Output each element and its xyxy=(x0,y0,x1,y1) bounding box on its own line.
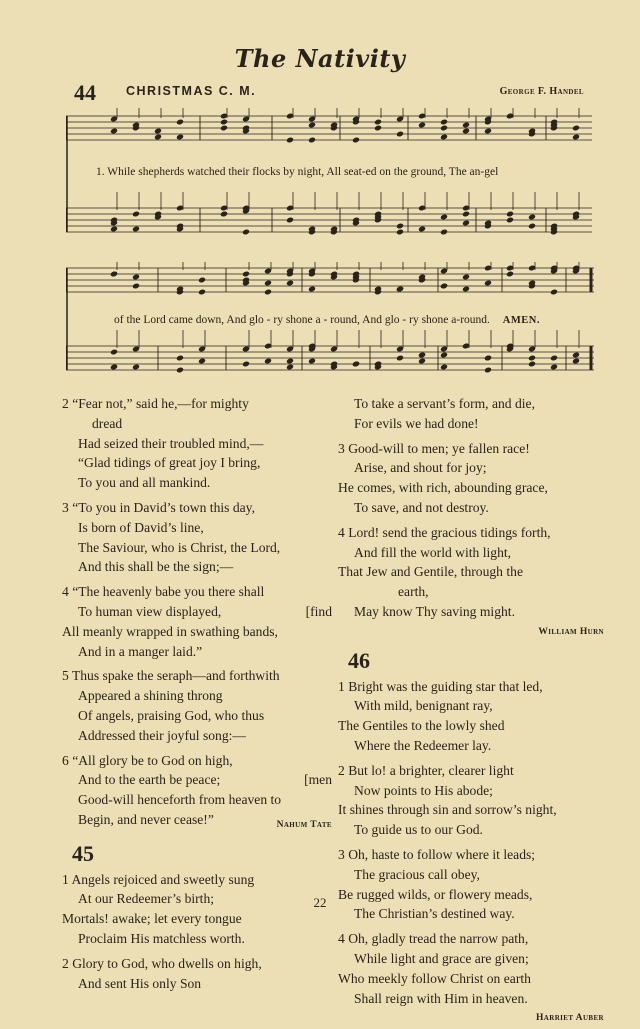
lyric-text: of the Lord came down, And glo - ry shone a - round, And glo - ry shone a-round. xyxy=(114,314,490,326)
section-title: The Nativity xyxy=(234,44,406,73)
verse-line: And in a manger laid.” xyxy=(78,643,203,659)
verse-line: Where the Redeemer lay. xyxy=(354,737,492,753)
verse-line: Proclaim His matchless worth. xyxy=(78,930,245,946)
verse-line: Had seized their troubled mind,— xyxy=(78,435,264,451)
verse-line: [men xyxy=(304,772,332,788)
verse-line: To guide us to our God. xyxy=(354,822,483,838)
verse-line: 3 Oh, haste to follow where it leads; xyxy=(338,846,536,862)
verse-line: 1 Angels rejoiced and sweetly sung xyxy=(62,871,255,887)
verse-line: 5 Thus spake the seraph—and forthwith xyxy=(62,668,280,684)
verse-line: dread xyxy=(92,415,123,431)
verse-line: 4 Oh, gladly tread the narrow path, xyxy=(338,931,529,947)
verse-line: Appeared a shining throng xyxy=(78,688,223,704)
verse-line: And fill the world with light, xyxy=(354,544,512,560)
stanza-44-5 xyxy=(62,666,332,745)
stanza-45-2-cont xyxy=(338,394,604,434)
verse-line: Now points to His abode; xyxy=(354,782,493,798)
sheet-music-staves xyxy=(66,262,596,390)
verse-line: Shall reign with Him in heaven. xyxy=(354,990,528,1006)
verse-line: And this shall be the sign;— xyxy=(78,559,234,575)
stanza-46-1 xyxy=(338,677,604,756)
verse-line: 3 “To you in David’s town this day, xyxy=(62,499,255,515)
composer: George F. Handel xyxy=(499,86,584,97)
staff xyxy=(66,108,592,143)
music-system-1 xyxy=(66,108,596,258)
staff xyxy=(66,330,594,373)
verse-line: 4 Lord! send the gracious tidings forth, xyxy=(338,524,551,540)
verse-line: 1 Bright was the guiding star that led, xyxy=(338,678,543,694)
verse-line: To save, and not destroy. xyxy=(354,499,489,515)
stanza-44-2 xyxy=(62,394,332,493)
author-hymn-46: Harriet Auber xyxy=(536,1013,604,1024)
staff xyxy=(66,192,592,235)
verse-line: To you and all mankind. xyxy=(78,475,211,491)
verse-line: The Saviour, who is Christ, the Lord, xyxy=(78,539,281,555)
verse-line: Mortals! awake; let every tongue xyxy=(62,911,242,927)
verse-line: The Christian’s destined way. xyxy=(354,906,515,922)
verse-line: For evils we had done! xyxy=(354,415,479,431)
stanza-45-2 xyxy=(62,954,332,994)
author-hymn-45: William Hurn xyxy=(538,626,604,637)
verse-line: That Jew and Gentile, through the xyxy=(338,564,523,580)
stanza-46-4 xyxy=(338,929,604,1008)
verse-line: 3 Good-will to men; ye fallen race! xyxy=(338,440,530,456)
verse-line: The gracious call obey, xyxy=(354,866,480,882)
verse-line: The Gentiles to the lowly shed xyxy=(338,718,505,734)
tune-name: CHRISTMAS C. M. xyxy=(126,84,257,98)
verse-line: With mild, benignant ray, xyxy=(354,698,493,714)
staff xyxy=(66,262,594,295)
verse-line: “Glad tidings of great joy I bring, xyxy=(78,455,261,471)
stanza-46-3 xyxy=(338,845,604,924)
page-number: 22 xyxy=(313,895,327,910)
stanza-45-3 xyxy=(338,439,604,518)
verse-line: [find xyxy=(305,603,332,619)
verse-line: And sent His only Son xyxy=(78,975,202,991)
amen: AMEN. xyxy=(502,315,540,326)
verse-line: earth, xyxy=(398,584,429,600)
verse-line: 6 “All glory be to God on high, xyxy=(62,752,233,768)
lyric-line-2 xyxy=(114,314,540,326)
verse-line: Be rugged wilds, or flowery meads, xyxy=(338,886,533,902)
stanza-45-4 xyxy=(338,523,604,622)
right-column xyxy=(338,394,604,1029)
music-system-2 xyxy=(66,262,596,390)
stanza-46-2 xyxy=(338,761,604,840)
verse-line: Arise, and shout for joy; xyxy=(354,460,487,476)
verse-line: 2 Glory to God, who dwells on high, xyxy=(62,955,262,971)
verse-line: He comes, with rich, abounding grace, xyxy=(338,480,548,496)
verse-line: Addressed their joyful song:— xyxy=(78,727,247,743)
verse-line: Good-will henceforth from heaven to xyxy=(78,792,282,808)
verse-line: 2 But lo! a brighter, clearer light xyxy=(338,762,514,778)
hymn-44-number: 44 xyxy=(74,80,96,105)
hymn-45-number: 45 xyxy=(72,840,94,866)
verse-line: While light and grace are given; xyxy=(354,950,529,966)
verse-line: To human view displayed, xyxy=(78,603,222,619)
verse-line: 2 “Fear not,” said he,—for mighty xyxy=(62,396,249,411)
verse-line: To take a servant’s form, and die, xyxy=(354,396,535,411)
verse-line: At our Redeemer’s birth; xyxy=(78,891,215,907)
verse-line: All meanly wrapped in swathing bands, xyxy=(62,623,278,639)
verse-line: Begin, and never cease!” xyxy=(78,811,214,827)
verse-line: It shines through sin and sorrow’s night, xyxy=(338,802,557,818)
verse-line: Who meekly follow Christ on earth xyxy=(338,970,531,986)
lyric-line-1: 1. While shepherds watched their flocks by night, All seat-ed on the ground, The an-gel xyxy=(96,166,499,178)
verse-line: 4 “The heavenly babe you there shall xyxy=(62,584,265,600)
verse-line: And to the earth be peace; xyxy=(78,772,221,788)
verse-line: May know Thy saving might. xyxy=(354,603,515,619)
stanza-44-3 xyxy=(62,498,332,577)
author-hymn-44: Nahum Tate xyxy=(276,819,332,830)
stanza-44-4 xyxy=(62,582,332,661)
sheet-music-staves xyxy=(66,108,596,258)
verse-line: Of angels, praising God, who thus xyxy=(78,707,265,723)
verse-line: Is born of David’s line, xyxy=(78,519,204,535)
hymn-46-number: 46 xyxy=(348,647,370,673)
